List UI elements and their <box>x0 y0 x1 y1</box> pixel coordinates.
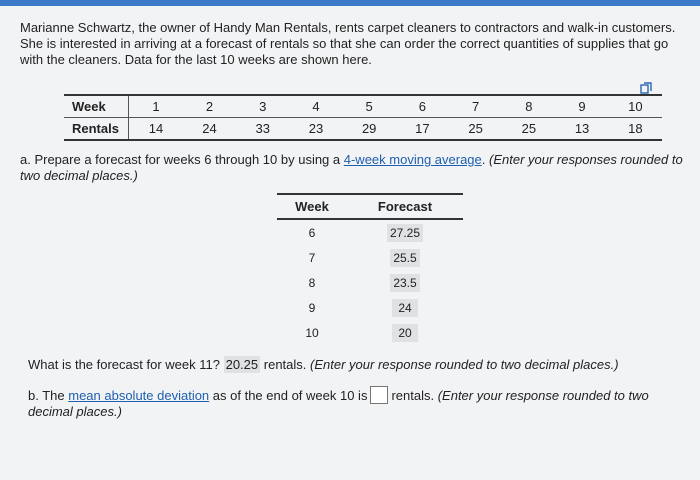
rental-row-label: Rentals <box>64 118 129 141</box>
part-a-prompt <box>20 152 690 184</box>
rental-cell: 25 <box>502 118 555 141</box>
week-cell: 1 <box>129 95 183 118</box>
forecast-week-cell: 9 <box>308 300 316 315</box>
forecast-row <box>277 245 463 270</box>
forecast-week-cell: 6 <box>308 225 316 240</box>
moving-average-link[interactable]: 4-week moving average <box>343 152 482 167</box>
forecast-answer-field[interactable]: 23.5 <box>390 274 419 292</box>
forecast-answer-field[interactable]: 24 <box>392 299 418 317</box>
rental-cell: 14 <box>129 118 183 141</box>
week-cell: 5 <box>343 95 396 118</box>
part-b-middle: as of the end of week 10 is <box>209 388 368 403</box>
rental-cell: 18 <box>609 118 662 141</box>
part-b-prompt <box>28 386 668 420</box>
rental-cell: 13 <box>555 118 608 141</box>
part-a-suffix: . <box>481 152 490 167</box>
copy-icon[interactable] <box>640 82 652 94</box>
week-11-text: What is the forecast for week 11? <box>28 357 220 372</box>
week-cell: 9 <box>555 95 608 118</box>
mad-answer-input[interactable] <box>370 386 388 404</box>
week-row-label: Week <box>64 95 129 118</box>
part-a-instruction: (Enter your responses rounded to two decimal places.) <box>20 152 683 183</box>
forecast-value-cell <box>347 245 463 270</box>
top-accent-bar <box>0 0 700 6</box>
mad-link[interactable]: mean absolute deviation <box>68 388 210 403</box>
forecast-answer-field[interactable]: 20 <box>392 324 418 342</box>
forecast-week-cell: 7 <box>308 250 316 265</box>
forecast-answer-field[interactable]: 27.25 <box>387 224 423 242</box>
part-b-instruction: (Enter your response rounded to two decimal places.) <box>28 388 649 419</box>
week-11-instruction: (Enter your response rounded to two decimal places.) <box>310 357 619 372</box>
part-b-unit: rentals. <box>391 388 435 403</box>
forecast-value-cell <box>347 295 463 320</box>
week-cell: 2 <box>183 95 236 118</box>
forecast-value-cell <box>347 219 463 245</box>
week-row <box>64 95 662 118</box>
part-b-prefix: b. The <box>28 388 69 403</box>
forecast-row <box>277 270 463 295</box>
part-a-prefix: a. Prepare a forecast for weeks 6 through 10 by using a <box>20 152 344 167</box>
rentals-data-table <box>64 94 662 141</box>
rental-cell: 23 <box>289 118 342 141</box>
week-11-answer-field[interactable]: 20.25 <box>225 357 259 372</box>
rental-cell: 33 <box>236 118 289 141</box>
forecast-row <box>277 320 463 345</box>
week-cell: 10 <box>609 95 662 118</box>
forecast-row <box>277 295 463 320</box>
rental-cell: 29 <box>343 118 396 141</box>
week-11-question <box>28 357 619 372</box>
rental-row <box>64 118 662 141</box>
forecast-row <box>277 219 463 245</box>
forecast-week-cell: 10 <box>305 325 319 340</box>
forecast-answer-field[interactable]: 25.5 <box>390 249 419 267</box>
forecast-week-header: Week <box>277 194 347 219</box>
week-cell: 7 <box>449 95 502 118</box>
week-cell: 8 <box>502 95 555 118</box>
week-cell: 3 <box>236 95 289 118</box>
week-cell: 4 <box>289 95 342 118</box>
rental-cell: 17 <box>396 118 449 141</box>
rental-cell: 25 <box>449 118 502 141</box>
week-cell: 6 <box>396 95 449 118</box>
week-11-unit: rentals. <box>263 357 307 372</box>
forecast-value-cell <box>347 320 463 345</box>
forecast-week-cell: 8 <box>308 275 316 290</box>
forecast-header: Forecast <box>347 194 463 219</box>
rental-cell: 24 <box>183 118 236 141</box>
forecast-value-cell <box>347 270 463 295</box>
problem-statement: Marianne Schwartz, the owner of Handy Man Rentals, rents carpet cleaners to contractors and walk-in customers. She is interested in arriving at a forecast of rentals so that she can order the correct quantities of supplies that go with the cleaners. Data for the last 10 weeks are shown here. <box>20 20 676 67</box>
forecast-table <box>277 193 463 345</box>
